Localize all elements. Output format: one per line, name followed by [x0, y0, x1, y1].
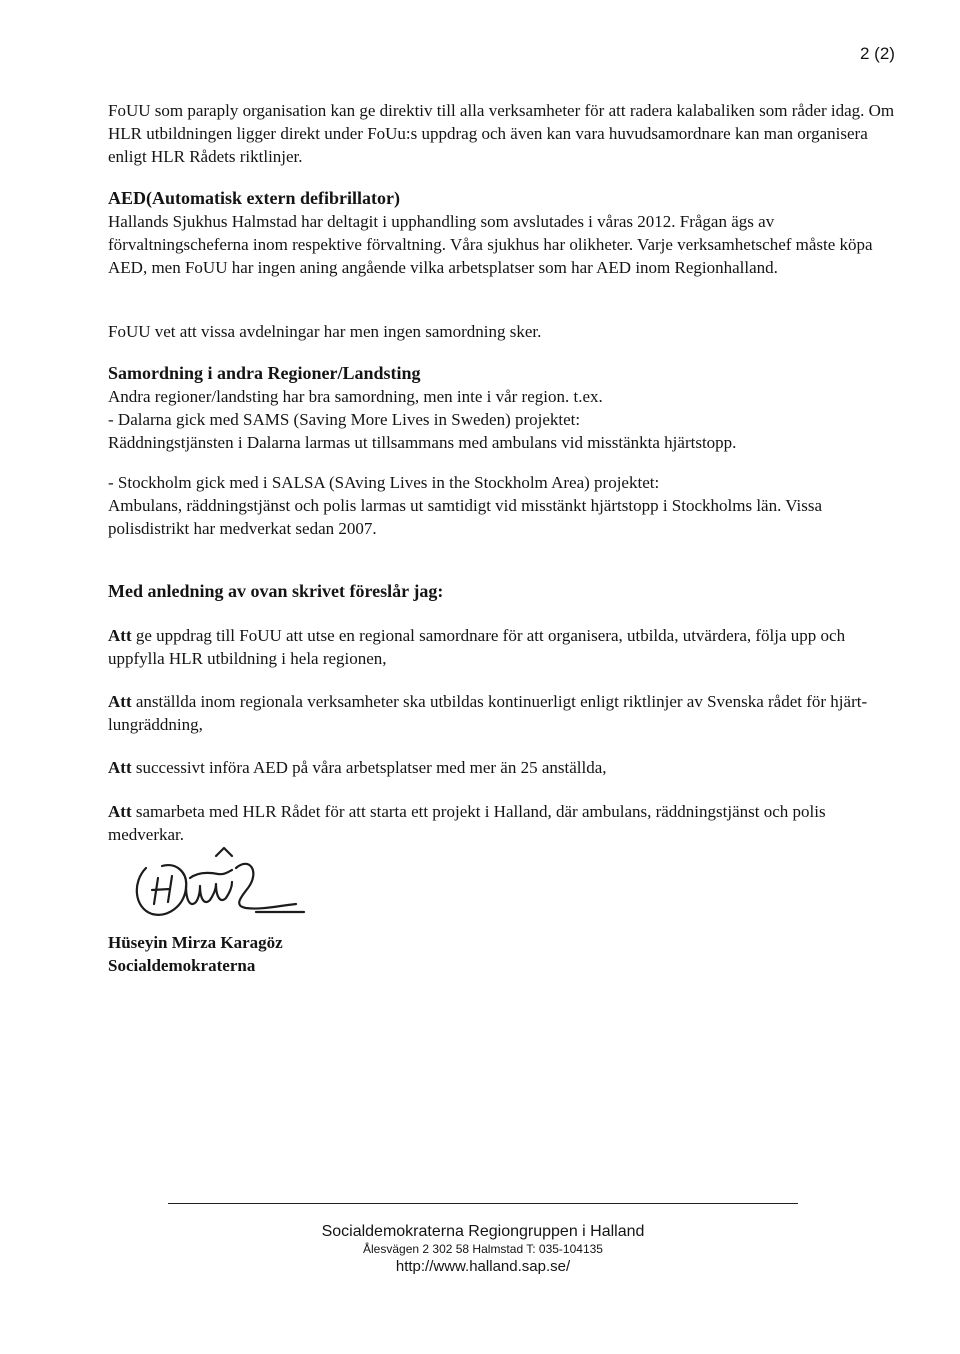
proposal-text: samarbeta med HLR Rådet för att starta ett projekt i Halland, där ambulans, räddningstjänst och polis medverkar. — [108, 802, 826, 844]
proposal-item — [108, 690, 898, 736]
proposal-heading: Med anledning av ovan skrivet föreslår jag: — [108, 581, 444, 601]
intro-text: FoUU som paraply organisation kan ge direktiv till alla verksamheter för att radera kalabaliken som råder idag. Om HLR utbildningen ligger direkt under FoUu:s uppdrag och även kan vara huvudsamordnare kan man organisera enligt HLR Rådets riktlinjer. — [108, 101, 895, 166]
footer-divider — [168, 1203, 798, 1204]
stockholm-paragraph — [108, 471, 898, 540]
regions-line-1: Andra regioner/landsting har bra samordning, men inte i vår region. t.ex. — [108, 387, 603, 406]
proposal-heading-block — [108, 580, 898, 603]
aed-section — [108, 187, 898, 279]
proposal-text: anställda inom regionala verksamheter ska utbildas kontinuerligt enligt riktlinjer av Svenska rådet för hjärt-lungräddning, — [108, 692, 868, 734]
signer-party: Socialdemokraterna — [108, 956, 256, 975]
handwritten-signature — [128, 842, 318, 926]
proposal-item — [108, 800, 898, 846]
aed-body: Hallands Sjukhus Halmstad har deltagit i upphandling som avslutades i våras 2012. Frågan ägs av förvaltningscheferna inom respektive förvaltning. Våra sjukhus har olikheter. Varje verksamhetschef måste köpa AED, men FoUU har ingen aning angående vilka arbetsplatser som har AED inom Regionhalland. — [108, 212, 873, 277]
aed-note-paragraph — [108, 320, 898, 343]
aed-heading: AED(Automatisk extern defibrillator) — [108, 188, 400, 208]
intro-paragraph — [108, 99, 898, 168]
regions-line-2: - Dalarna gick med SAMS (Saving More Lives in Sweden) projektet: — [108, 410, 581, 429]
regions-heading: Samordning i andra Regioner/Landsting — [108, 363, 421, 383]
stockholm-line-1: - Stockholm gick med i SALSA (SAving Lives in the Stockholm Area) projektet: — [108, 473, 660, 492]
proposal-lead: Att — [108, 802, 132, 821]
signer-block — [108, 931, 283, 977]
footer-address: Ålesvägen 2 302 58 Halmstad T: 035-104135 — [363, 1242, 603, 1256]
proposal-item — [108, 624, 898, 670]
proposal-lead: Att — [108, 692, 132, 711]
footer — [168, 1222, 798, 1277]
proposal-lead: Att — [108, 626, 132, 645]
proposal-text: successivt införa AED på våra arbetsplatser med mer än 25 anställda, — [131, 758, 607, 777]
proposal-text: ge uppdrag till FoUU att utse en regional samordnare för att organisera, utbilda, utvärdera, följa upp och uppfylla HLR utbildning i hela regionen, — [108, 626, 846, 668]
proposal-lead: Att — [108, 758, 132, 777]
stockholm-line-2: Ambulans, räddningstjänst och polis larmas ut samtidigt vid misstänkt hjärtstopp i Stockholms län. Vissa polisdistrikt har medverkat sedan 2007. — [108, 496, 823, 538]
footer-org: Socialdemokraterna Regiongruppen i Halland — [321, 1223, 645, 1240]
page-number: 2 (2) — [860, 44, 895, 63]
aed-note: FoUU vet att vissa avdelningar har men ingen samordning sker. — [108, 322, 542, 341]
regions-line-3: Räddningstjänsten i Dalarna larmas ut tillsammans med ambulans vid misstänkta hjärtstopp. — [108, 433, 737, 452]
footer-url[interactable]: http://www.halland.sap.se/ — [395, 1258, 571, 1275]
regions-section — [108, 362, 898, 454]
proposal-item — [108, 756, 898, 779]
signer-name: Hüseyin Mirza Karagöz — [108, 933, 283, 952]
